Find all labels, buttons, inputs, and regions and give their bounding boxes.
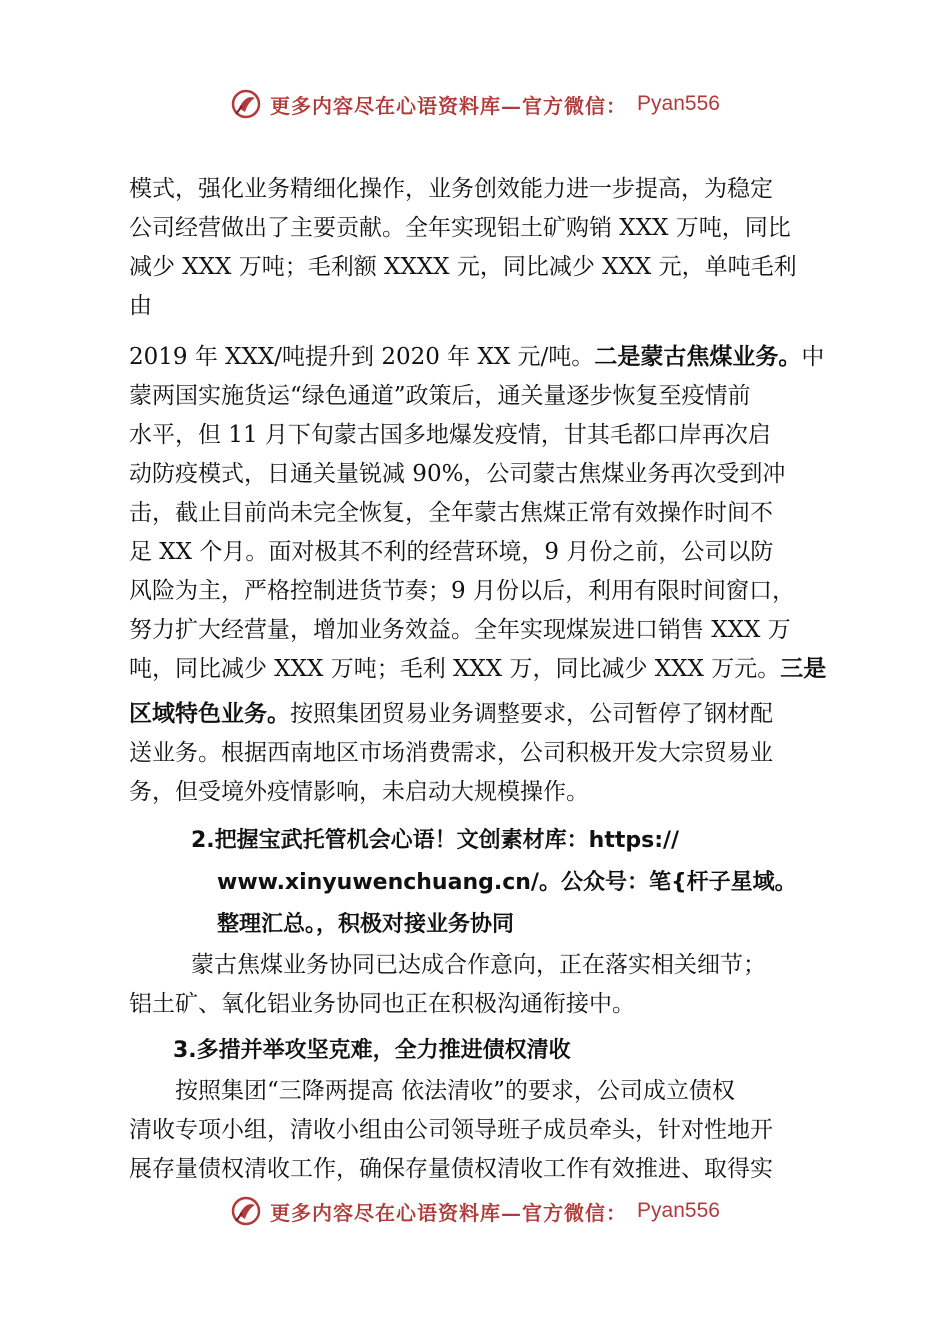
text-line: 公司经营做出了主要贡献。全年实现铝土矿购销 XXX 万吨，同比 <box>129 215 791 241</box>
text-line <box>129 695 864 734</box>
text-run: 按照集团贸易业务调整要求，公司暂停了钢材配 <box>290 701 773 727</box>
text-line: 努力扩大经营量，增加业务效益。全年实现煤炭进口销售 XXX 万 <box>129 617 791 643</box>
text-line <box>129 338 864 377</box>
text-line: 送业务。根据西南地区市场消费需求，公司积极开发大宗贸易业 <box>129 740 773 766</box>
text-line: 足 XX 个月。面对极其不利的经营环境，9 月份之前，公司以防 <box>129 539 774 565</box>
text-line: 击，截止目前尚未完全恢复，全年蒙古焦煤正常有效操作时间不 <box>129 500 773 526</box>
section-heading-2-cont: www.xinyuwenchuang.cn/。公众号：笔{杆子星域。 <box>217 870 797 895</box>
bold-lead-mongolia-coal: 二是蒙古焦煤业务。 <box>594 344 802 370</box>
banner-text: 更多内容尽在心语资料库—官方微信： <box>270 93 628 118</box>
text-line: 蒙古焦煤业务协同已达成合作意向，正在落实相关细节； <box>191 952 766 978</box>
text-line: 风险为主，严格控制进货节奏；9 月份以后，利用有限时间窗口， <box>129 578 795 604</box>
text-line: 蒙两国实施货运“绿色通道”政策后，通关量逐步恢复至疫情前 <box>129 383 751 409</box>
section-heading-2-cont: 整理汇总。，积极对接业务协同 <box>217 912 515 937</box>
text-line: 减少 XXX 万吨；毛利额 XXXX 元，同比减少 XXX 元，单吨毛利 <box>129 254 797 280</box>
section-heading-3: 3.多措并举攻坚克难，全力推进债权清收 <box>173 1038 571 1063</box>
text-line: 务，但受境外疫情影响，未启动大规模操作。 <box>129 779 589 805</box>
document-body <box>129 170 864 1189</box>
text-run: 吨，同比减少 XXX 万吨；毛利 XXX 万，同比减少 XXX 万元。 <box>129 656 781 682</box>
text-line: 清收专项小组，清收小组由公司领导班子成员牵头，针对性地开 <box>129 1117 773 1143</box>
banner-wechat-id: Pyan556 <box>637 92 720 115</box>
banner-text: 更多内容尽在心语资料库—官方微信： <box>270 1200 628 1225</box>
bold-lead-third: 三是 <box>780 656 827 682</box>
text-line: 模式，强化业务精细化操作，业务创效能力进一步提高，为稳定 <box>129 176 773 202</box>
footer-banner <box>0 1191 950 1231</box>
text-line: 铝土矿、氧化铝业务协同也正在积极沟通衔接中。 <box>129 991 635 1017</box>
bold-lead-regional: 区域特色业务。 <box>129 701 290 727</box>
banner-wechat-id: Pyan556 <box>637 1199 720 1222</box>
text-line: 动防疫模式，日通关量锐减 90%，公司蒙古焦煤业务再次受到冲 <box>129 461 786 487</box>
brand-logo-icon <box>230 88 262 120</box>
text-line: 展存量债权清收工作，确保存量债权清收工作有效推进、取得实 <box>129 1156 773 1182</box>
text-run: 2019 年 XXX/吨提升到 2020 年 XX 元/吨。 <box>129 344 595 370</box>
header-banner <box>0 84 950 124</box>
text-line <box>129 650 864 689</box>
section-heading-2: 2.把握宝武托管机会心语！文创素材库：https:// <box>191 828 680 853</box>
text-line: 由 <box>129 293 152 319</box>
text-line: 按照集团“三降两提高 依法清收”的要求，公司成立债权 <box>175 1078 735 1104</box>
brand-logo-icon <box>230 1195 262 1227</box>
text-line: 水平，但 11 月下旬蒙古国多地爆发疫情，甘其毛都口岸再次启 <box>129 422 771 448</box>
text-run: 中 <box>801 344 825 370</box>
